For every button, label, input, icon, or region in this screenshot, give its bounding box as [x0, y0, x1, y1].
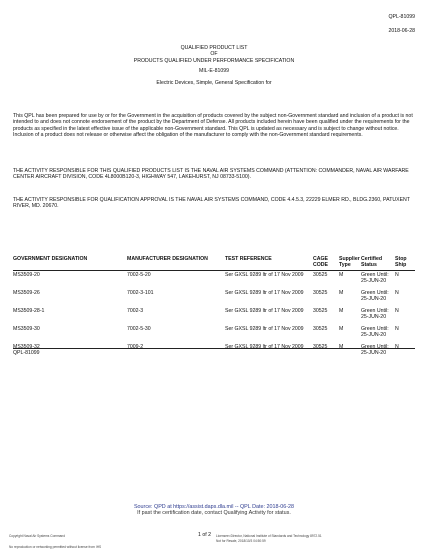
- cell-manufacturer-designation: 7002-3: [127, 308, 144, 314]
- intro-paragraph: This QPL has been prepared for use by or for the Government in the acquisition of products covered by the subject non-Government standard and inclusion of a product is not intended to and does not connote endorsement of the product by the Department of Defense. All products included herein have been qualified under the requirements for the products as specified in the latest effective issue of the applicable non-Government standard. This QPL is updated as necessary and is subject to change without notice. Inclusion of a product does not release or otherwise affect the obligation of the manufacturer to comply with the non-Government standard requirements.: [13, 113, 413, 139]
- col-header-manufacturer-designation: MANUFACTURER DESIGNATION: [127, 256, 208, 262]
- cell-stop-ship: N: [395, 326, 399, 332]
- cell-certified-status: Green Until: 25-JUN-20: [361, 308, 389, 320]
- cell-supplier-type: M: [339, 290, 344, 296]
- activity-approval-paragraph: THE ACTIVITY RESPONSIBLE FOR QUALIFICATION APPROVAL IS THE NAVAL AIR SYSTEMS COMMAND, CODE 4.4.5.3, 22229 ELMER RD., BLDG.2360, PATUXENT RIVER, MD. 20670.: [13, 197, 410, 210]
- table-footer-doc-id: QPL-81099: [13, 350, 40, 356]
- cell-cage-code: 30525: [313, 272, 328, 278]
- cell-government-designation: MS3509-30: [13, 326, 40, 332]
- resale-text: Not for Resale, 2018/10/3 04:50:59: [216, 539, 266, 543]
- cell-supplier-type: M: [339, 344, 344, 350]
- header-date: 2018-06-28: [388, 28, 415, 34]
- cell-cage-code: 30525: [313, 326, 328, 332]
- table-row: [13, 289, 415, 307]
- cell-supplier-type: M: [339, 272, 344, 278]
- cell-test-reference: Ser GXSL 9289 ltr of 17 Nov 2009: [225, 290, 304, 296]
- cell-certified-status: Green Until: 25-JUN-20: [361, 290, 389, 302]
- cell-test-reference: Ser GXSL 9289 ltr of 17 Nov 2009: [225, 272, 304, 278]
- cell-government-designation: MS3509-26: [13, 290, 40, 296]
- footer-source-block: [13, 504, 415, 517]
- cell-test-reference: Ser GXSL 9289 ltr of 17 Nov 2009: [225, 308, 304, 314]
- title-line-3: PRODUCTS QUALIFIED UNDER PERFORMANCE SPECIFICATION: [133, 57, 295, 64]
- cell-test-reference: Ser GXSL 9289 ltr of 17 Nov 2009: [225, 326, 304, 332]
- copyright-text: Copyright Naval Air Systems Command: [9, 534, 65, 538]
- title-line-1: QUALIFIED PRODUCT LIST: [180, 45, 248, 51]
- title-block: [13, 45, 415, 64]
- table-row: [13, 271, 415, 290]
- cell-manufacturer-designation: 7002-3-101: [127, 290, 154, 296]
- licensee-text: Licensee=Director, National Institute of Standards and Technology 8972.51: [216, 534, 322, 538]
- cell-government-designation: MS3509-20: [13, 272, 40, 278]
- cell-certified-status: Green Until: 25-JUN-20: [361, 272, 389, 284]
- cell-cage-code: 30525: [313, 344, 328, 350]
- col-header-cage-code: CAGE CODE: [313, 256, 328, 268]
- cell-stop-ship: N: [395, 272, 399, 278]
- cell-certified-status: Green Until: 25-JUN-20: [361, 326, 389, 338]
- activity-qpl-paragraph: THE ACTIVITY RESPONSIBLE FOR THIS QUALIFIED PRODUCTS LIST IS THE NAVAL AIR SYSTEMS COMMAND (ATTENTION: COMMANDER, NAVAL AIR WARFARE CENTER AIRCRAFT DIVISION, CODE 4L8000B120-3, HIGHWAY 547, LAKEHURST, NJ 08733-5100).: [13, 168, 409, 181]
- table-row: [13, 307, 415, 325]
- cell-stop-ship: N: [395, 344, 399, 350]
- spec-subject: Electric Devices, Simple, General Specification for: [156, 80, 272, 86]
- table-row: [13, 325, 415, 343]
- col-header-certified-status: Certified Status: [361, 256, 383, 268]
- cell-supplier-type: M: [339, 326, 344, 332]
- license-text: No reproduction or networking permitted without license from IHS: [9, 545, 102, 549]
- col-header-supplier-type: Supplier Type: [339, 256, 360, 268]
- page-number: 1 of 2: [198, 532, 211, 538]
- footer-note: If past the certification date, contact Qualifying Activity for status.: [137, 510, 291, 517]
- col-header-test-reference: TEST REFERENCE: [225, 256, 272, 262]
- table-bottom-rule: [13, 348, 415, 349]
- cell-government-designation: MS3509-28-1: [13, 308, 45, 314]
- table-header-row: [13, 256, 415, 271]
- cell-stop-ship: N: [395, 290, 399, 296]
- spec-number: MIL-E-81099: [199, 68, 229, 74]
- cell-certified-status: Green Until: 25-JUN-20: [361, 344, 389, 356]
- cell-cage-code: 30525: [313, 290, 328, 296]
- col-header-government-designation: GOVERNMENT DESIGNATION: [13, 256, 88, 262]
- cell-manufacturer-designation: 7002-5-20: [127, 272, 151, 278]
- title-line-2: OF: [210, 51, 218, 58]
- cell-government-designation: MS3509-32: [13, 344, 40, 350]
- cell-manufacturer-designation: 7002-5-30: [127, 326, 151, 332]
- table-row: [13, 343, 415, 361]
- cell-cage-code: 30525: [313, 308, 328, 314]
- cell-test-reference: Ser GXSL 9289 ltr of 17 Nov 2009: [225, 344, 304, 350]
- footer-source-link[interactable]: Source: QPD at https://assist.daps.dla.mil -- QPL Date: 2018-06-28: [133, 504, 295, 510]
- header-doc-id: QPL-81099: [388, 14, 415, 20]
- qpl-table: [13, 256, 415, 361]
- col-header-stop-ship: Stop Ship: [395, 256, 407, 268]
- cell-supplier-type: M: [339, 308, 344, 314]
- cell-manufacturer-designation: 7009-2: [127, 344, 144, 350]
- cell-stop-ship: N: [395, 308, 399, 314]
